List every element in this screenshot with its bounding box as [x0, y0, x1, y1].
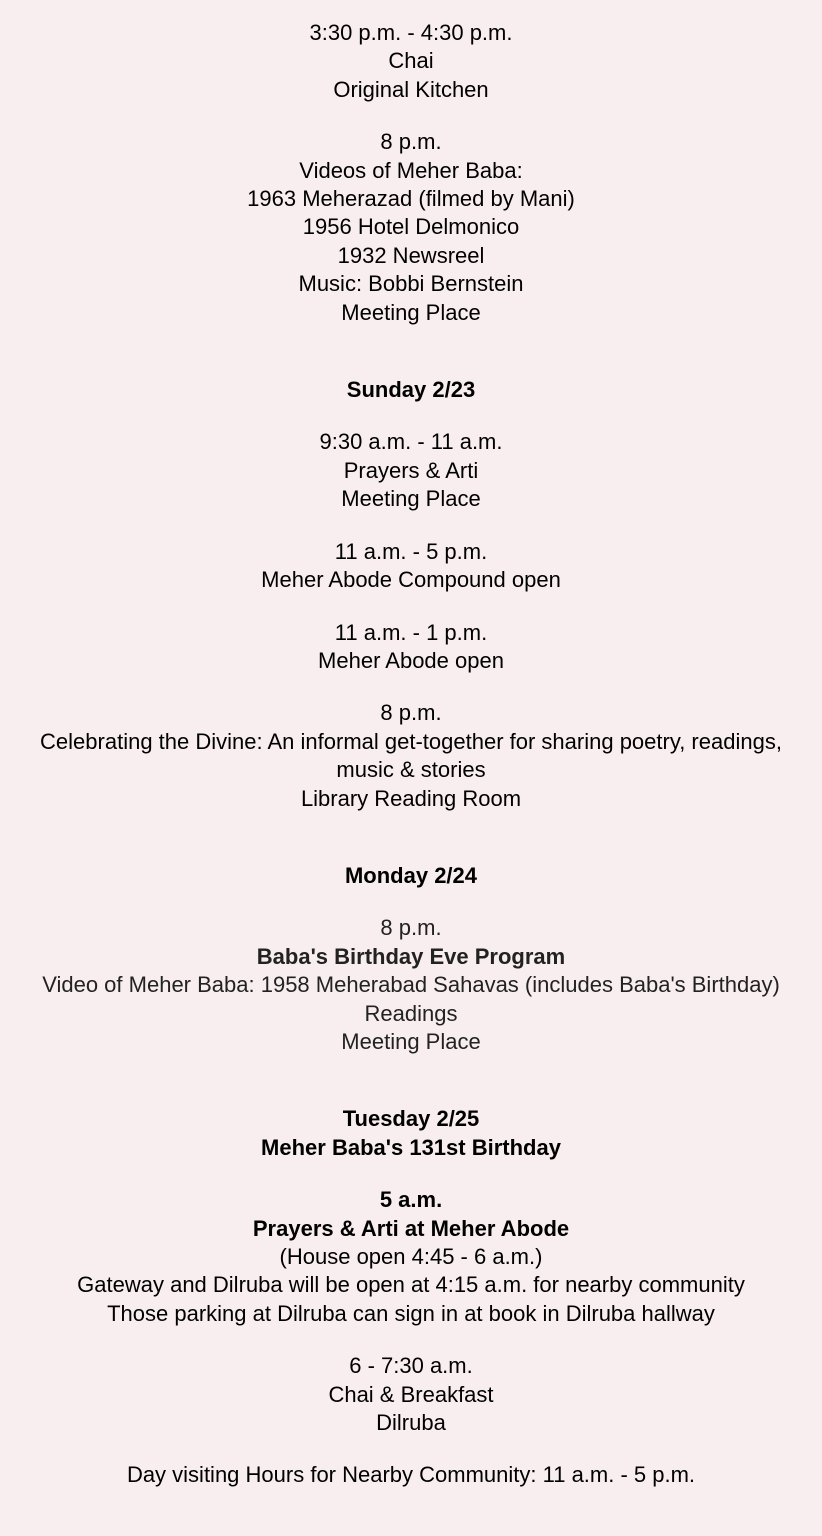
- event-time: 8 p.m.: [380, 700, 442, 726]
- visiting-hours: Day visiting Hours for Nearby Community: 11 a.m. - 5 p.m.: [126, 1462, 696, 1488]
- event-time: 9:30 a.m. - 11 a.m.: [319, 429, 503, 455]
- event-readings: Readings: [364, 1000, 458, 1026]
- event-location: Original Kitchen: [333, 76, 489, 102]
- event-title: Meher Abode Compound open: [261, 567, 561, 593]
- event-title: Celebrating the Divine: An informal get-together for sharing poetry, readings, music & stories: [40, 728, 782, 783]
- event-time: 8 p.m.: [380, 915, 442, 941]
- event-title: Prayers & Arti: [343, 457, 479, 483]
- event-title: Prayers & Arti at Meher Abode: [252, 1215, 570, 1241]
- event-title: Baba's Birthday Eve Program: [256, 943, 566, 969]
- video-item: 1956 Hotel Delmonico: [302, 214, 520, 240]
- event-tuesday-prayers: [0, 1186, 822, 1328]
- day-heading-sunday: Sunday 2/23: [346, 377, 476, 403]
- event-title: Meher Abode open: [318, 647, 504, 673]
- day-heading-tuesday: Tuesday 2/25: [342, 1106, 480, 1132]
- event-location: Library Reading Room: [300, 785, 522, 811]
- event-location: Dilruba: [376, 1410, 446, 1436]
- video-item: 1932 Newsreel: [337, 242, 485, 268]
- video-item: 1963 Meherazad (filmed by Mani): [247, 186, 575, 212]
- event-video: Video of Meher Baba: 1958 Meherabad Sahavas (includes Baba's Birthday): [42, 972, 780, 998]
- event-sunday-compound: [0, 538, 822, 595]
- event-monday-eve: [0, 914, 822, 1056]
- event-title: Videos of Meher Baba:: [299, 157, 523, 183]
- event-location: Meeting Place: [341, 299, 481, 325]
- event-time: 3:30 p.m. - 4:30 p.m.: [309, 20, 513, 45]
- event-note: Those parking at Dilruba can sign in at book in Dilruba hallway: [107, 1300, 715, 1326]
- event-sunday-celebrating: [0, 699, 822, 813]
- event-time: 8 p.m.: [380, 129, 442, 155]
- event-music: Music: Bobbi Bernstein: [298, 271, 524, 297]
- event-title: Chai: [388, 48, 434, 74]
- event-videos: [0, 128, 822, 327]
- event-sunday-prayers: [0, 428, 822, 513]
- event-title: Chai & Breakfast: [328, 1381, 494, 1407]
- event-note: Gateway and Dilruba will be open at 4:15 a.m. for nearby community: [77, 1272, 745, 1298]
- event-time: 11 a.m. - 1 p.m.: [334, 619, 488, 645]
- event-chai: [0, 19, 822, 104]
- event-location: Meeting Place: [341, 1028, 481, 1054]
- event-time: 5 a.m.: [379, 1187, 443, 1213]
- event-sunday-abode: [0, 619, 822, 676]
- day-heading-monday: Monday 2/24: [344, 862, 478, 888]
- event-tuesday-breakfast: [0, 1352, 822, 1437]
- event-location: Meeting Place: [341, 486, 481, 512]
- event-note: (House open 4:45 - 6 a.m.): [279, 1244, 543, 1269]
- event-time: 6 - 7:30 a.m.: [349, 1353, 473, 1379]
- day-subheading-tuesday: Meher Baba's 131st Birthday: [261, 1134, 561, 1160]
- event-time: 11 a.m. - 5 p.m.: [334, 538, 488, 564]
